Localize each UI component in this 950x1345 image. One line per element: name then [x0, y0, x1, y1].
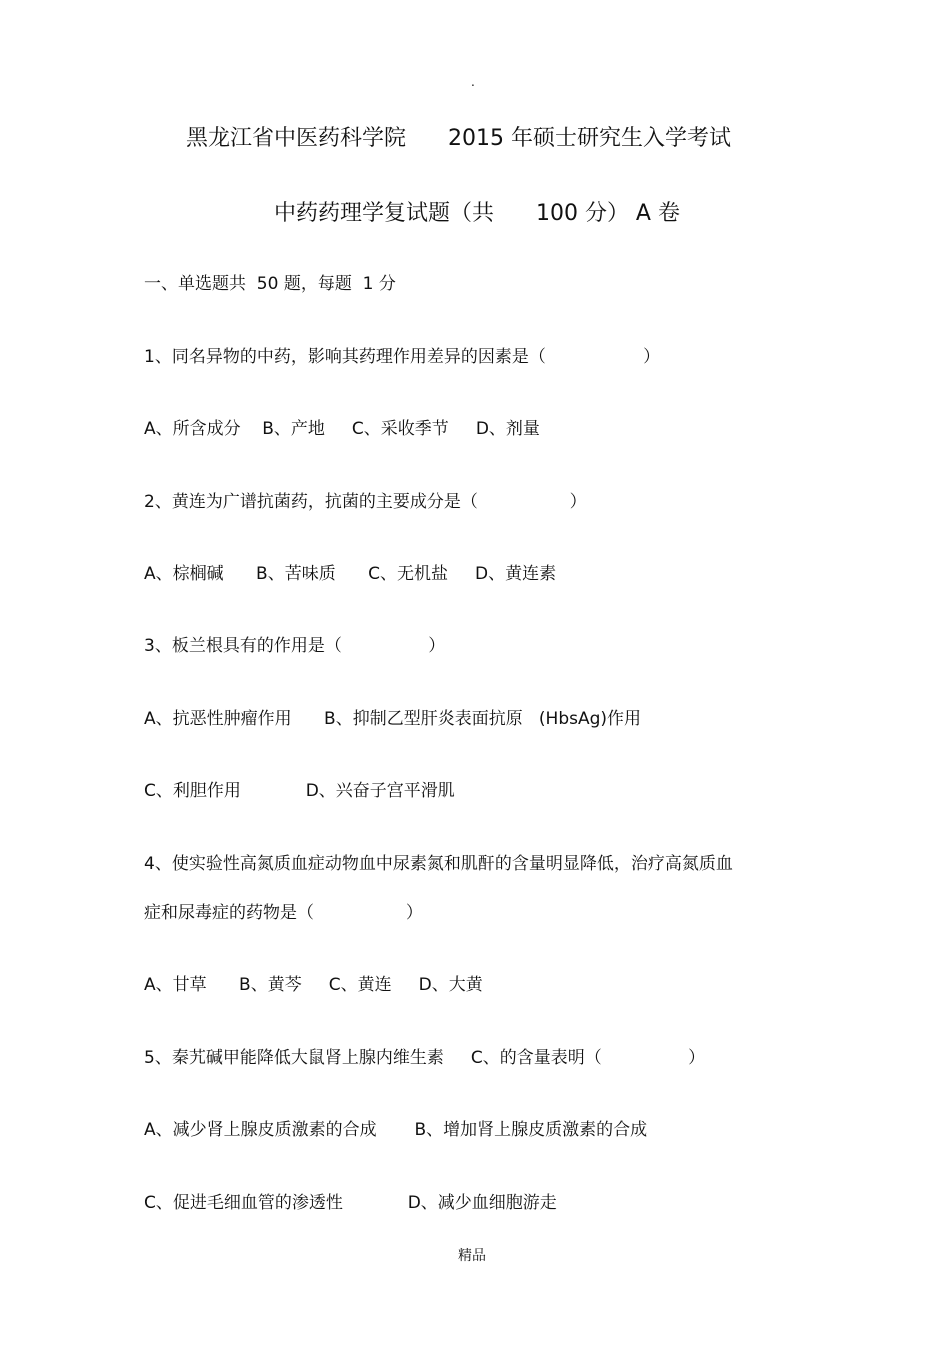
question-3-stem: 3、板兰根具有的作用是（ ）	[144, 636, 446, 656]
question-5-stem: 5、秦艽碱甲能降低大鼠肾上腺内维生素 C、的含量表明（ ）	[144, 1048, 706, 1068]
question-1-stem: 1、同名异物的中药，影响其药理作用差异的因素是（ ）	[144, 347, 661, 367]
exam-subtitle: 中药药理学复试题（共 100 分） A 卷	[274, 201, 680, 226]
question-4-stem-continued: 症和尿毒症的药物是（ ）	[144, 903, 423, 923]
section-heading: 一、单选题共 50 题，每题 1 分	[144, 274, 396, 294]
question-5-options-ab: A、减少肾上腺皮质激素的合成 B、增加肾上腺皮质激素的合成	[144, 1120, 648, 1140]
question-3-options-cd: C、利胆作用 D、兴奋子宫平滑肌	[144, 781, 455, 801]
exam-title: 黑龙江省中医药科学院 2015 年硕士研究生入学考试	[186, 126, 731, 151]
header-mark: .	[471, 75, 475, 89]
question-5-options-cd: C、促进毛细血管的渗透性 D、减少血细胞游走	[144, 1193, 557, 1213]
question-4-options: A、甘草 B、黄芩 C、黄连 D、大黄	[144, 975, 483, 995]
question-4-stem: 4、使实验性高氮质血症动物血中尿素氮和肌酐的含量明显降低，治疗高氮质血	[144, 854, 733, 874]
question-1-options: A、所含成分 B、产地 C、采收季节 D、剂量	[144, 419, 540, 439]
question-2-options: A、棕榈碱 B、苦味质 C、无机盐 D、黄连素	[144, 564, 557, 584]
question-2-stem: 2、黄连为广谱抗菌药，抗菌的主要成分是（ ）	[144, 492, 587, 512]
question-3-options-ab: A、抗恶性肿瘤作用 B、抑制乙型肝炎表面抗原 (HbsAg)作用	[144, 709, 642, 729]
page-footer: 精品	[458, 1248, 486, 1264]
